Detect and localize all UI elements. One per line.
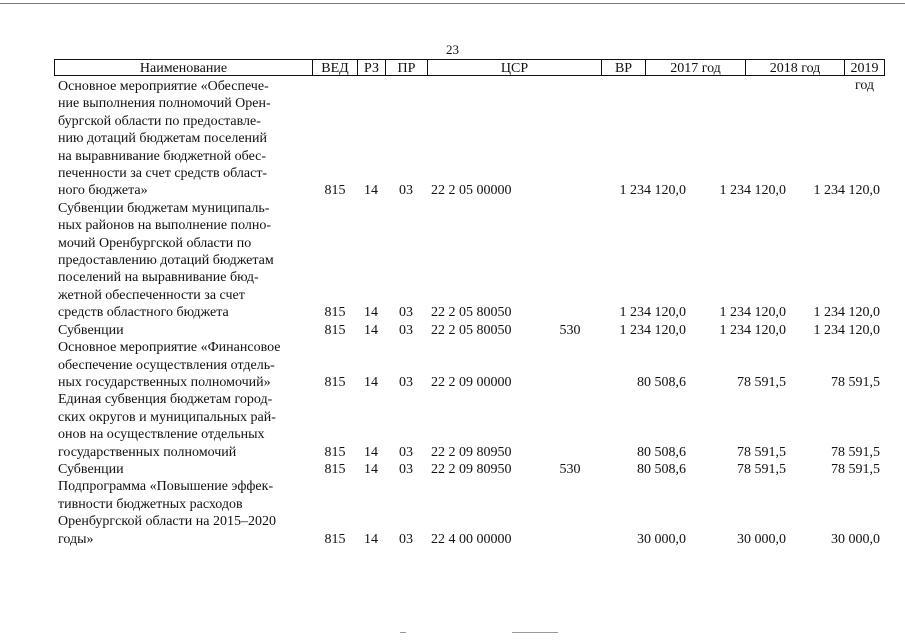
row-y2017: 1 234 120,0 (619, 183, 686, 199)
row-csr: 22 2 05 80050 (431, 305, 512, 321)
row-name-line: Субвенции (58, 461, 124, 477)
row-csr: 22 2 05 00000 (431, 183, 512, 199)
row-name-line: государственных полномочий (58, 444, 237, 460)
row-name (58, 200, 308, 322)
page-number: 23 (446, 42, 459, 57)
row-ved: 815 (324, 461, 346, 477)
row-name-line: онов на осуществление отдельных (58, 427, 265, 443)
row-pr: 03 (399, 444, 413, 460)
row-ved: 815 (324, 374, 346, 390)
row-vr: 530 (559, 322, 581, 338)
row-name (58, 339, 308, 391)
row-name-line: Единая субвенция бюджетам город- (58, 392, 273, 408)
row-y2017: 80 508,6 (637, 461, 686, 477)
table-row (0, 322, 905, 339)
row-y2018: 78 591,5 (737, 374, 786, 390)
row-pr: 03 (399, 305, 413, 321)
row-name-line: Основное мероприятие «Обеспече- (58, 79, 269, 94)
header-pr: ПР (385, 60, 427, 75)
row-y2018: 78 591,5 (737, 461, 786, 477)
row-name (58, 322, 308, 339)
header-2019: 2019 год (844, 60, 884, 75)
table-row (0, 478, 905, 548)
row-pr: 03 (399, 183, 413, 199)
row-y2017: 1 234 120,0 (619, 305, 686, 321)
header-rz: РЗ (357, 60, 385, 75)
row-y2018: 1 234 120,0 (719, 322, 786, 338)
row-rz: 14 (364, 183, 378, 199)
row-rz: 14 (364, 531, 378, 547)
header-csr: ЦСР (427, 60, 601, 75)
row-name-line: печенности за счет средств област- (58, 166, 268, 182)
row-ved: 815 (324, 531, 346, 547)
header-2018: 2018 год (745, 60, 844, 75)
row-y2019: 1 234 120,0 (813, 322, 880, 338)
header-name: Наименование (139, 61, 228, 76)
row-name-line: на выравнивание бюджетной обес- (58, 148, 267, 164)
row-name-line: Основное мероприятие «Финансовое (58, 340, 281, 356)
row-name-line: предоставлению дотаций бюджетам (58, 253, 274, 269)
row-ved: 815 (324, 322, 346, 338)
footer-mark (400, 632, 406, 633)
row-csr: 22 2 09 80950 (431, 444, 512, 460)
row-y2019: 1 234 120,0 (813, 305, 880, 321)
row-rz: 14 (364, 461, 378, 477)
table-row (0, 461, 905, 478)
row-name-line: Оренбургской области на 2015–2020 (58, 514, 276, 530)
row-name-line: ских округов и муниципальных рай- (58, 409, 276, 425)
header-vr: ВР (601, 60, 645, 75)
row-ved: 815 (324, 183, 346, 199)
row-pr: 03 (399, 461, 413, 477)
row-rz: 14 (364, 374, 378, 390)
row-name-line: жетной обеспеченности за счет (58, 287, 245, 303)
table-row (0, 200, 905, 322)
row-name-line: обеспечение осуществления отдель- (58, 357, 275, 373)
row-y2019: 78 591,5 (831, 374, 880, 390)
row-ved: 815 (324, 305, 346, 321)
row-csr: 22 2 09 80950 (431, 461, 512, 477)
row-name (58, 391, 308, 461)
table-row (0, 339, 905, 391)
header-2017: 2017 год (645, 60, 745, 75)
row-vr: 530 (559, 461, 581, 477)
row-name-line: средств областного бюджета (58, 305, 229, 321)
row-name-line: Субвенции (58, 322, 124, 338)
row-name-line: ного бюджета» (58, 183, 148, 199)
row-rz: 14 (364, 322, 378, 338)
row-name (58, 78, 308, 200)
row-name-line: нию дотаций бюджетам поселений (58, 131, 268, 147)
row-name-line: ние выполнения полномочий Орен- (58, 96, 271, 112)
table-body (0, 78, 905, 548)
row-rz: 14 (364, 444, 378, 460)
row-name-line: Субвенции бюджетам муниципаль- (58, 200, 270, 216)
row-y2019: 30 000,0 (831, 531, 880, 547)
row-y2017: 1 234 120,0 (619, 322, 686, 338)
header-ved: ВЕД (312, 60, 357, 75)
row-y2019: 78 591,5 (831, 444, 880, 460)
row-y2017: 80 508,6 (637, 444, 686, 460)
row-name-line: ных районов на выполнение полно- (58, 218, 272, 234)
row-name-line: тивности бюджетных расходов (58, 496, 243, 512)
row-csr: 22 2 09 00000 (431, 374, 512, 390)
row-y2018: 30 000,0 (737, 531, 786, 547)
row-csr: 22 2 05 80050 (431, 322, 512, 338)
table-row (0, 391, 905, 461)
row-rz: 14 (364, 305, 378, 321)
row-ved: 815 (324, 444, 346, 460)
row-y2019: 78 591,5 (831, 461, 880, 477)
row-y2018: 1 234 120,0 (719, 305, 786, 321)
row-y2018: 78 591,5 (737, 444, 786, 460)
row-pr: 03 (399, 322, 413, 338)
row-y2019: 1 234 120,0 (813, 183, 880, 199)
page-top-rule (0, 3, 905, 4)
row-name (58, 478, 308, 548)
row-name-line: бургской области по предоставле- (58, 113, 261, 129)
table-row (0, 78, 905, 200)
row-y2017: 80 508,6 (637, 374, 686, 390)
row-name-line: Подпрограмма «Повышение эффек- (58, 479, 274, 495)
row-name-line: поселений на выравнивание бюд- (58, 270, 259, 286)
row-name-line: мочий Оренбургской области по (58, 235, 252, 251)
row-name-line: ных государственных полномочий» (58, 374, 271, 390)
row-y2018: 1 234 120,0 (719, 183, 786, 199)
row-pr: 03 (399, 374, 413, 390)
row-pr: 03 (399, 531, 413, 547)
row-y2017: 30 000,0 (637, 531, 686, 547)
footer-mark (512, 632, 558, 633)
row-name-line: годы» (58, 531, 94, 547)
row-csr: 22 4 00 00000 (431, 531, 512, 547)
row-name (58, 461, 308, 478)
